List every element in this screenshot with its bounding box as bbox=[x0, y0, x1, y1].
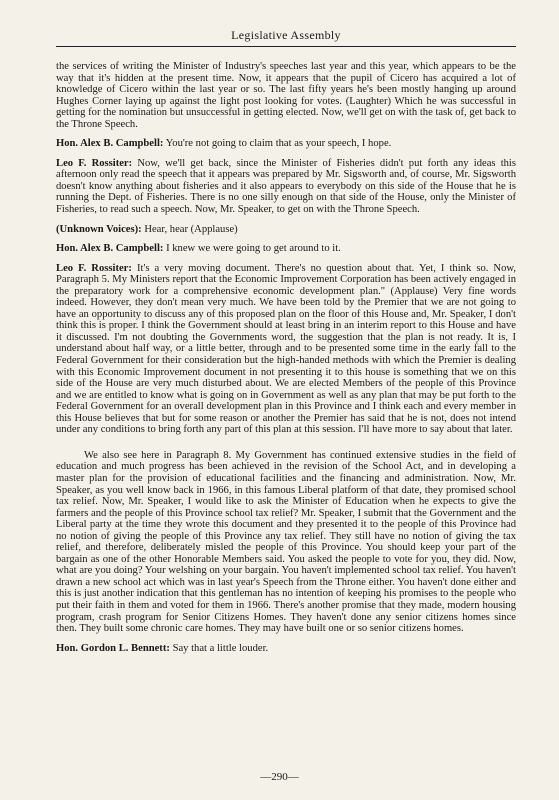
paragraph-text: Now, we'll get back, since the Minister of Fisheries didn't put forth any ideas this afternoon only read the speech that it appears was prepared by Mr. Sigsworth and, of course, Mr. Sigsworth doesn't know anything about fisheries and it also appears to everybody on this side of the House that he is running the Dept. of Fisheries. There is no one silly enough on that side of the House, only the Minister of Fisheries, to read such a speech. Now, Mr. Speaker, to get on with the Throne Speech. bbox=[56, 157, 516, 216]
paragraph-text: Say that a little louder. bbox=[172, 642, 269, 654]
speaker-name: Leo F. Rossiter: bbox=[56, 262, 132, 274]
speaker-name: Hon. Alex B. Campbell: bbox=[56, 138, 164, 150]
speaker-name: (Unknown Voices): bbox=[56, 223, 142, 235]
running-head: Legislative Assembly bbox=[56, 28, 516, 47]
paragraph-text: It's a very moving document. There's no question about that. Yet, I think so. Now, Paragraph 5. My Ministers report that the Economic Improvement Corporation has been actively engaged in the preparatory work for a comprehensive economic development plan." (Applause) Very fine words indeed. However, they don't mean very much. We have been told by the Premier that we are not going to have an opportunity to discuss any of this proposed plan on the floor of this House and, Mr. Speaker, I don't think this is proper. I think the Government should at least bring in an interim report to this House and have it discussed. I'm not doubting the Governments word, the suggestion that the plan is not ready. It is, I understand about half way, or a little better, through and to be presented some time in the early fall to the Federal Government for their consideration but the high-handed methods with which the Premier is dealing with this Economic Improvement document in not presenting it to this house is something that we on this side of the House are very much disturbed about. We are elected Members of the people of this Province and we are entitled to know what is going on in Government as well as any plan that may be put forth to the Federal Government for an overall development plan in this Province and I think each and every member in this House believes that but for some reason or another the Premier has said that he is not, does not intend under any conditions to bring forth any part of this plan at this session. I'll have more to say about that later. bbox=[56, 262, 516, 436]
paragraph-4 bbox=[56, 224, 516, 236]
speaker-name: Leo F. Rossiter: bbox=[56, 157, 133, 169]
paragraph-2 bbox=[56, 138, 516, 150]
paragraph-3 bbox=[56, 158, 516, 216]
paragraph-text: the services of writing the Minister of Industry's speeches last year and this year, which appears to be the way that it's hidden at the present time. Now, it appears that the pupil of Cicero has acquired a lot of knowledge of Cicero within the last year or so. The last fifty years he's been mostly hanging up around Hughes Corner laying up against the light post looking for votes. (Laughter) Which he was successful in getting for the nomination but unsuccessful in getting elected. Now, we'll get on with the task of, get back to the Throne Speech. bbox=[56, 61, 516, 130]
paragraph-7 bbox=[56, 450, 516, 635]
paragraph-6 bbox=[56, 263, 516, 436]
speaker-name: Hon. Gordon L. Bennett: bbox=[56, 642, 170, 654]
paragraph-text: Hear, hear (Applause) bbox=[144, 223, 238, 235]
speaker-name: Hon. Alex B. Campbell: bbox=[56, 243, 164, 255]
paragraph-text: We also see here in Paragraph 8. My Government has continued extensive studies in the field of education and much progress has been achieved in the revision of the School Act, and in developing a master plan for the provision of educational facilities and the financing and administration. Now, Mr. Speaker, as you well know back in 1966, in this famous Liberal platform of that date, they promised school tax relief. Now, Mr. Speaker, I would like to ask the Minister of Education when he expects to give the farmers and the people of this Province school tax relief? Mr. Speaker, I submit that the Government and the Liberal party at the time they wrote this document and they presented it to the people of this Province had no notion of giving the people of this Province any tax relief. They still have no notion of giving the tax relief, and therefore, deliberately misled the people of this Province. You should keep your part of the bargain as one of the other Honorable Members said. You asked the people to vote for you, they did. Now, what are you doing? Your welshing on your bargain. You haven't implemented school tax relief. You haven't drawn a new school act which was in last year's Speech from the Throne either. You haven't done either and this is just another indication that this gentleman has no intention of keeping his promises to the people who put their faith in them and voted for them in 1966. There's another promise that they made, modern housing program, crash program for Senior Citizens Homes. They haven't done any senior citizens homes since then. They built some chronic care homes. They may have built one or so senior citizens homes. bbox=[56, 449, 516, 635]
page-number: —290— bbox=[260, 771, 299, 783]
paragraph-1 bbox=[56, 61, 516, 130]
paragraph-text: You're not going to claim that as your speech, I hope. bbox=[165, 138, 392, 150]
paragraph-5 bbox=[56, 243, 516, 255]
paragraph-text: I knew we were going to get around to it. bbox=[166, 243, 341, 255]
paragraph-8 bbox=[56, 643, 516, 655]
document-page bbox=[56, 28, 516, 662]
